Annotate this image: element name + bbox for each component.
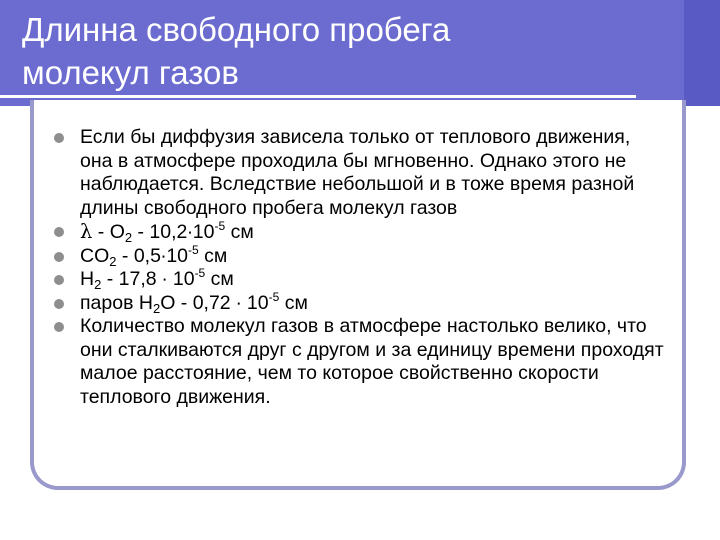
exponent: -5 bbox=[194, 266, 206, 280]
value: - 17,8 ∙ 10 bbox=[101, 268, 195, 290]
unit: см bbox=[198, 244, 228, 267]
lambda-symbol: λ bbox=[80, 220, 93, 243]
slide-title-line1: Длинна свободного пробега bbox=[22, 11, 451, 48]
bullet-item-co2 bbox=[54, 242, 664, 269]
bullet-dot-icon bbox=[54, 133, 64, 143]
subscript: 2 bbox=[109, 253, 117, 269]
unit: см bbox=[225, 221, 254, 243]
bullet-text: Если бы диффузия зависела только от теплового движения, она в атмосфере проходила бы мгновенно. Однако этого не наблюдается. Вследствие небольшой и в тоже время разной длины свободного пробега молекул газов bbox=[80, 126, 635, 219]
bullet-dot-icon bbox=[54, 252, 64, 262]
value: O - 0,72 ∙ 10 bbox=[160, 291, 269, 314]
bullet-item-h2 bbox=[54, 268, 664, 292]
bullet-item-diffusion bbox=[54, 126, 664, 220]
bullet-item-o2 bbox=[54, 220, 664, 245]
slide-title bbox=[22, 8, 662, 94]
bullet-dot-icon bbox=[54, 299, 64, 309]
title-underline bbox=[0, 95, 636, 98]
formula-part: паров H bbox=[80, 291, 153, 314]
exponent: -5 bbox=[188, 242, 199, 257]
value: - 10,2∙10 bbox=[132, 221, 215, 243]
bullet-item-h2o bbox=[54, 289, 664, 316]
formula-part: - O bbox=[92, 221, 125, 243]
exponent: -5 bbox=[214, 219, 226, 233]
formula-part: H bbox=[80, 268, 95, 290]
unit: см bbox=[205, 268, 234, 290]
unit: см bbox=[279, 291, 308, 314]
exponent: -5 bbox=[268, 289, 280, 304]
bullet-dot-icon bbox=[54, 227, 64, 237]
subscript: 2 bbox=[152, 300, 161, 316]
bullet-list bbox=[54, 126, 664, 409]
formula-part: CO bbox=[80, 244, 110, 267]
slide-title-line2: молекул газов bbox=[22, 54, 239, 91]
bullet-dot-icon bbox=[54, 275, 64, 285]
bullet-text: Количество молекул газов в атмосфере настолько велико, что они сталкиваются друг с другом и за единицу времени проходят малое расстояние, чем то которое свойственно скорости теплового движения. bbox=[80, 315, 664, 408]
bullet-dot-icon bbox=[54, 322, 64, 332]
bullet-item-collisions bbox=[54, 315, 664, 409]
value: - 0,5∙10 bbox=[116, 244, 189, 267]
subscript: 2 bbox=[94, 277, 102, 292]
subscript: 2 bbox=[124, 230, 133, 245]
